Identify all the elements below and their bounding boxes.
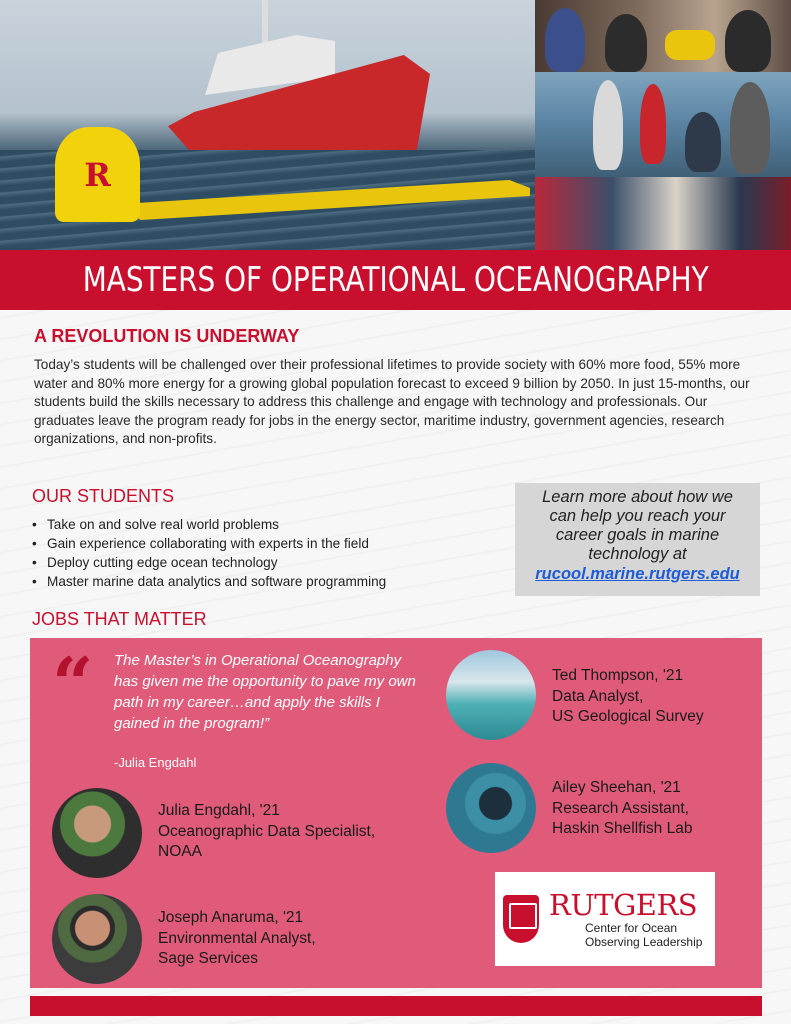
student-figure xyxy=(593,80,623,170)
profile-org: US Geological Survey xyxy=(552,708,704,725)
page-title: MASTERS OF OPERATIONAL OCEANOGRAPHY xyxy=(82,260,709,300)
avatar-julia-engdahl xyxy=(52,788,142,878)
logo-name: RUTGERS xyxy=(549,888,698,922)
profile-name: Joseph Anaruma, '21 xyxy=(158,909,304,926)
student-figure xyxy=(545,8,585,72)
hero-photo-control-room xyxy=(535,177,791,250)
students-list xyxy=(32,515,386,591)
logo-wordmark xyxy=(549,889,702,949)
hero-photo-lab xyxy=(535,0,791,72)
list-item: • Take on and solve real world problems xyxy=(32,515,386,534)
student-figure xyxy=(730,82,770,174)
profile-role: Oceanographic Data Specialist, xyxy=(158,822,376,840)
list-item: • Deploy cutting edge ocean technology xyxy=(32,553,386,572)
profile-org: Haskin Shellfish Lab xyxy=(552,820,693,837)
profile-julia-engdahl xyxy=(158,801,375,863)
profile-name: Julia Engdahl, '21 xyxy=(158,802,280,819)
rucool-website-link[interactable]: rucool.marine.rutgers.edu xyxy=(535,565,740,583)
profile-role: Environmental Analyst, xyxy=(158,929,316,947)
learn-more-text: Learn more about how we can help you reach your career goals in marine technology at xyxy=(542,488,733,563)
learn-more-box xyxy=(515,483,760,596)
profile-joseph-anaruma xyxy=(158,908,316,970)
revolution-heading: A REVOLUTION IS UNDERWAY xyxy=(34,326,300,346)
list-item: • Master marine data analytics and software programming xyxy=(32,572,386,591)
avatar-joseph-anaruma xyxy=(52,894,142,984)
buoy-logo-letter: R xyxy=(84,155,111,194)
buoy xyxy=(55,127,140,222)
profile-ailey-sheehan xyxy=(552,778,692,840)
profile-role: Data Analyst, xyxy=(552,687,644,705)
testimonial-author: -Julia Engdahl xyxy=(114,755,197,770)
student-figure xyxy=(725,10,771,72)
hero-photo-boat-deck xyxy=(535,72,791,177)
revolution-body: Today’s students will be challenged over their professional lifetimes to provide society with 60% more food, 55% more water and 80% more energy for a growing global population forecast to exceed 9 billion by 2050. In just 15-months, our students build the skills necessary to address this challenge and engage with technology and professionals. Our graduates leave the program ready for jobs in the energy sector, maritime industry, government agencies, research organizations, and non-profits. xyxy=(34,357,750,447)
title-band xyxy=(0,250,791,310)
logo-subtitle-line1: Center for Ocean xyxy=(585,921,678,935)
profile-name: Ailey Sheehan, '21 xyxy=(552,779,681,796)
profile-role: Research Assistant, xyxy=(552,799,689,817)
jobs-panel xyxy=(30,638,762,988)
rutgers-logo xyxy=(495,872,715,966)
list-item: • Gain experience collaborating with experts in the field xyxy=(32,534,386,553)
profile-org: Sage Services xyxy=(158,950,258,967)
profile-name: Ted Thompson, '21 xyxy=(552,667,684,684)
hero-photo-ship xyxy=(0,0,535,250)
jobs-heading: JOBS THAT MATTER xyxy=(32,609,207,629)
avatar-ted-thompson xyxy=(446,650,536,740)
profile-ted-thompson xyxy=(552,666,704,728)
logo-subtitle-line2: Observing Leadership xyxy=(585,935,703,949)
students-heading: OUR STUDENTS xyxy=(32,486,175,506)
quote-mark-icon: “ xyxy=(52,641,94,726)
rutgers-shield-icon xyxy=(503,895,539,943)
footer-bar xyxy=(30,996,762,1016)
glider-equipment xyxy=(665,30,715,60)
profile-org: NOAA xyxy=(158,843,202,860)
student-figure xyxy=(685,112,721,172)
student-figure xyxy=(605,14,647,72)
testimonial-quote: The Master’s in Operational Oceanography has given me the opportunity to pave my own path in my career…and apply the skills I gained in the program!” xyxy=(114,652,416,732)
student-figure xyxy=(640,84,666,164)
avatar-ailey-sheehan xyxy=(446,763,536,853)
